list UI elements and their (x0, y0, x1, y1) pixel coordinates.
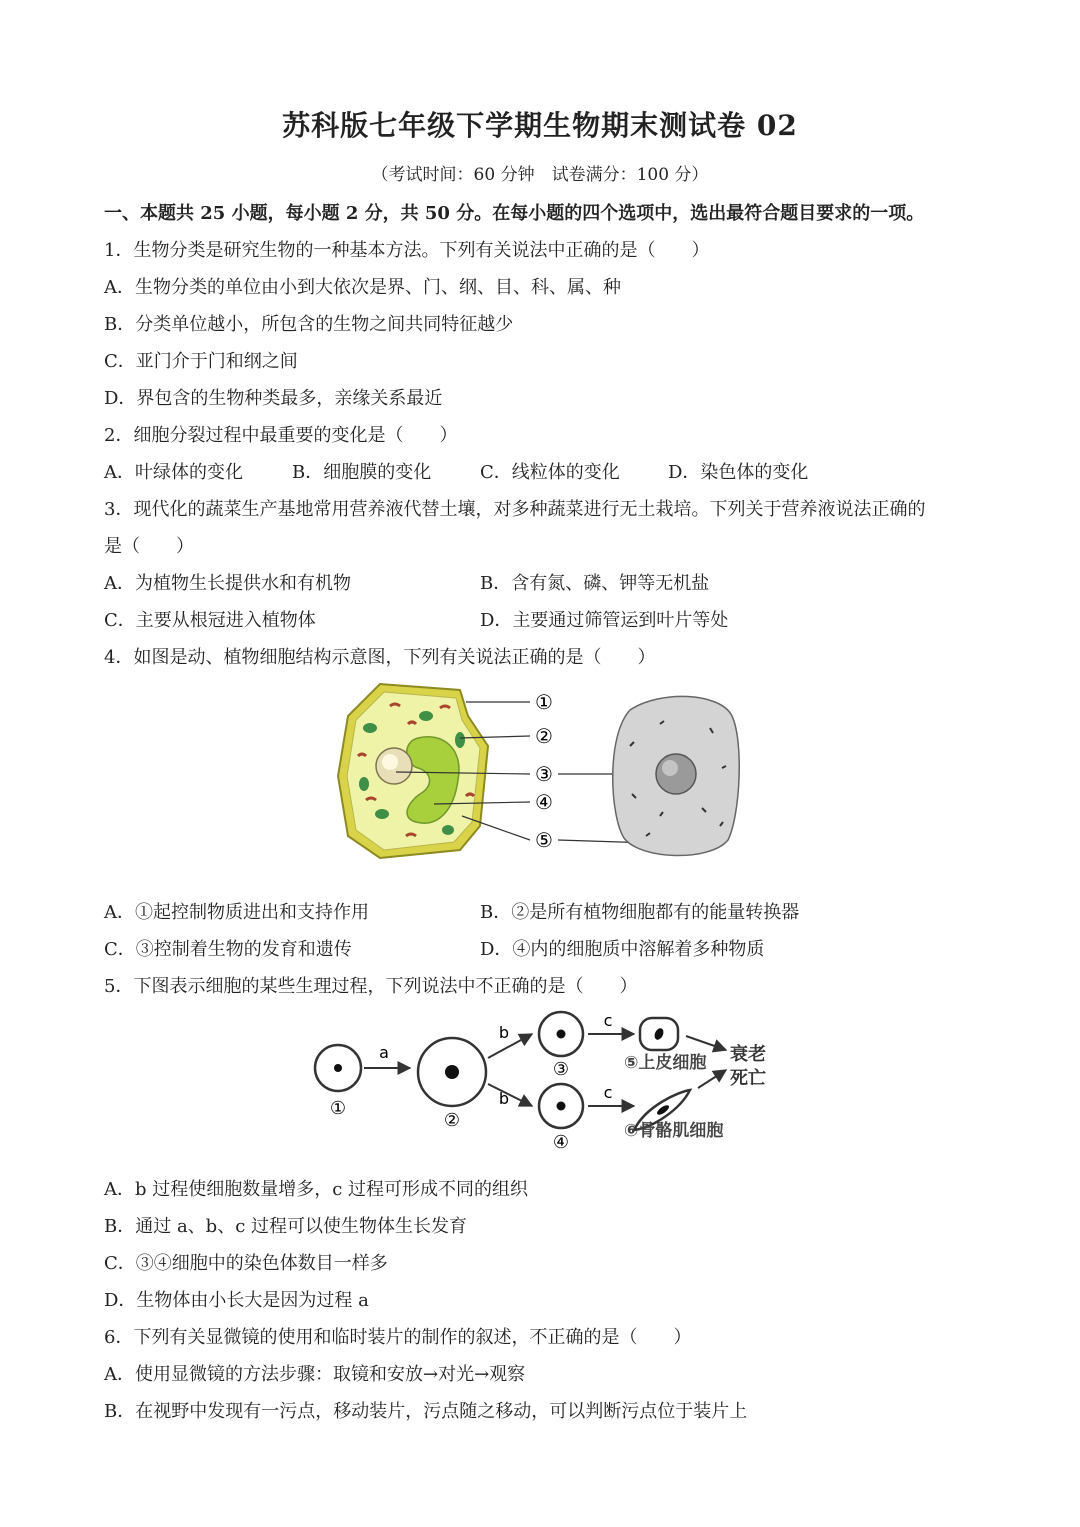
question-5-option-b: B．通过 a、b、c 过程可以使生物体生长发育 (104, 1216, 468, 1237)
figure-label-2: ② (535, 724, 553, 748)
exam-subtitle: （考试时间：60 分钟 试卷满分：100 分） (371, 165, 709, 185)
question-2-option-a: A．叶绿体的变化 (104, 462, 243, 483)
arrow-b-lower (488, 1084, 532, 1106)
cytoplasm (347, 692, 480, 850)
figure-label-1: ① (535, 690, 553, 714)
cell-process-figure (306, 1006, 776, 1156)
question-3-option-d: D．主要通过筛管运到叶片等处 (480, 610, 729, 631)
question-5-option-c: C．③④细胞中的染色体数目一样多 (104, 1253, 388, 1274)
figure-label-5: ⑤ (535, 828, 553, 852)
chloroplast (363, 723, 377, 733)
cell-4-label: ④ (552, 1132, 570, 1153)
question-1-option-a: A．生物分类的单位由小到大依次是界、门、纲、目、科、属、种 (104, 277, 621, 298)
question-5-option-a: A．b 过程使细胞数量增多，c 过程可形成不同的组织 (104, 1179, 529, 1200)
cell-1-label: ① (329, 1098, 347, 1119)
question-3-option-a: A．为植物生长提供水和有机物 (104, 573, 351, 594)
skeletal-muscle-cell-label: ⑥骨骼肌细胞 (624, 1121, 724, 1141)
arrow-b-lower-label: b (498, 1089, 510, 1108)
question-6-option-a: A．使用显微镜的方法步骤：取镜和安放→对光→观察 (104, 1364, 526, 1385)
nucleus-highlight (382, 754, 398, 770)
arrow-b-upper-label: b (498, 1023, 510, 1042)
chloroplast (455, 732, 465, 748)
question-1-option-d: D．界包含的生物种类最多，亲缘关系最近 (104, 388, 443, 409)
arrow-c-upper-label: c (603, 1011, 613, 1030)
chloroplast (375, 809, 389, 819)
cell-2-label: ② (443, 1110, 461, 1131)
animal-nucleus (656, 754, 696, 794)
figure-label-3: ③ (535, 762, 553, 786)
question-5-stem: 5．下图表示细胞的某些生理过程，下列说法中不正确的是（ ） (104, 976, 638, 997)
question-3-option-b: B．含有氮、磷、钾等无机盐 (480, 573, 710, 594)
question-1-option-b: B．分类单位越小，所包含的生物之间共同特征越少 (104, 314, 514, 335)
question-3-stem-line1: 3．现代化的蔬菜生产基地常用营养液代替土壤，对多种蔬菜进行无土栽培。下列关于营养液说法正确的 (104, 499, 926, 520)
plant-cell (338, 684, 488, 858)
question-5-option-d: D．生物体由小长大是因为过程 a (104, 1290, 369, 1311)
question-2-option-d: D．染色体的变化 (668, 462, 809, 483)
exam-title: 苏科版七年级下学期生物期末测试卷 02 (282, 109, 798, 142)
question-6-option-b: B．在视野中发现有一污点，移动装片，污点随之移动，可以判断污点位于装片上 (104, 1401, 748, 1422)
question-1-stem: 1．生物分类是研究生物的一种基本方法。下列有关说法中正确的是（ ） (104, 240, 710, 261)
death-label: 死亡 (730, 1068, 766, 1089)
question-3-option-c: C．主要从根冠进入植物体 (104, 610, 316, 631)
chloroplast (419, 711, 433, 721)
arrow-c-lower-label: c (603, 1083, 613, 1102)
aging-label: 衰老 (730, 1044, 766, 1065)
question-4-option-d: D．④内的细胞质中溶解着多种物质 (480, 939, 765, 960)
question-4-option-c: C．③控制着生物的发育和遗传 (104, 939, 352, 960)
animal-nucleus-highlight (662, 760, 678, 776)
arrow-to-end-upper (686, 1036, 726, 1050)
question-2-option-c: C．线粒体的变化 (480, 462, 620, 483)
arrow-b-upper (488, 1034, 532, 1058)
cell-structure-figure (330, 676, 750, 866)
question-4-stem: 4．如图是动、植物细胞结构示意图，下列有关说法正确的是（ ） (104, 647, 656, 668)
epithelial-cell-label: ⑤上皮细胞 (624, 1053, 707, 1073)
chloroplast (359, 777, 369, 791)
section-instruction: 一、本题共 25 小题，每小题 2 分，共 50 分。在每小题的四个选项中，选出最符合题目要求的一项。 (104, 203, 925, 224)
figure-label-4: ④ (535, 790, 553, 814)
arrow-a-label: a (379, 1043, 389, 1062)
animal-cell (613, 696, 740, 855)
question-6-stem: 6．下列有关显微镜的使用和临时装片的制作的叙述，不正确的是（ ） (104, 1327, 692, 1348)
question-4-option-b: B．②是所有植物细胞都有的能量转换器 (480, 902, 800, 923)
question-1-option-c: C．亚门介于门和纲之间 (104, 351, 298, 372)
question-2-option-b: B．细胞膜的变化 (292, 462, 432, 483)
question-4-option-a: A．①起控制物质进出和支持作用 (104, 902, 369, 923)
question-2-stem: 2．细胞分裂过程中最重要的变化是（ ） (104, 425, 458, 446)
question-3-stem-line2: 是（ ） (104, 536, 194, 557)
cell-3-label: ③ (552, 1059, 570, 1080)
chloroplast (442, 825, 454, 835)
